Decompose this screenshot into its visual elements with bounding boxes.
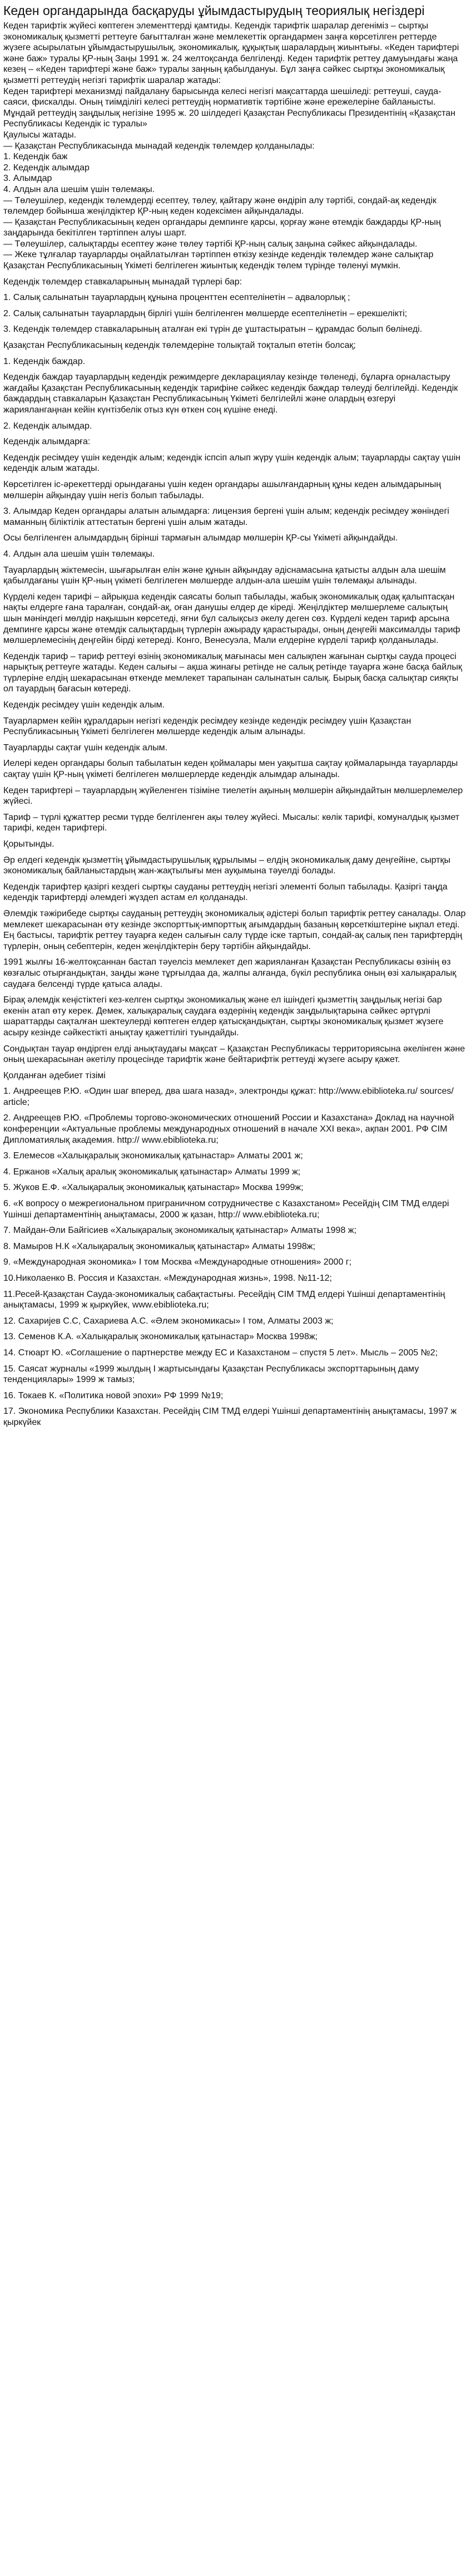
reference-item: 5. Жуков Е.Ф. «Халықаралық экономикалық қатынастар» Москва 1999ж; xyxy=(3,1183,304,1193)
paragraph: Бірақ әлемдік кеңістіктегі кез-келген сыртқы экономикалық және ел ішіндегі қызметтің заңдылық негізі бар екенін атап өту керек. Демек, халықаралық саудаға өздерінің кедендік заңдылықтарына сәйкес әртүрлі шараттарды сақталған шектеулерді көптеген елдер қатысқандықтан, сыртқы экономикалық қызмет жүзеге асыру кезінде сәйкестікті анықтау қажеттілігі туындайды. xyxy=(3,995,444,1038)
paragraph: Кедендік алымдарға: xyxy=(3,437,91,447)
document-body xyxy=(0,21,471,1081)
paragraph: Осы белгіленген алымдардың бірінші тармағын алымдар мөлшерін ҚР-сы Үкіметі айқындайды. xyxy=(3,533,398,543)
reference-item: 1. Андреещев Р.Ю. «Один шаг вперед, два шага назад», электронды құжат: http://www.ebiblioteka.ru/ sources/ article; xyxy=(3,1087,454,1107)
paragraph: 3. Алымдар Кеден органдары алатын алымдарға: лицензия бергені үшін алым; кедендік ресімдеу жөніндегі маманның біліктілік аттестатын бергені үшін алым жатады. xyxy=(3,507,449,527)
paragraph: Кедендік тариф – тариф реттеуі өзінің экономикалық мағынасы мен салықпен жағынан сыртқы сауда процесі нарықтық реттеуге жатады. Кеден салығы – ақша жинағы ретінде не салық ретінде тауарға және басқа байлық түрлеріне елдің шекарасынан өткенде мемлекет тарапынан салынатын салық. Бырық басқа салықтар сияқты ол тауардың бағасын көтереді. xyxy=(3,651,462,694)
paragraph: 1991 жылғы 16-желтоқсаннан бастап тәуелсіз мемлекет деп жарияланған Қазақстан Республикасы өзінің өз көзғалыс отырғандықтан, заңды және тұрғылдаа да, жалпы алғанда, бүкіл республика оның өзі халықаралық саудаға белсенді түрде қатыса алады. xyxy=(3,957,457,989)
paragraph: 3. Алымдар xyxy=(3,174,52,184)
paragraph: Кеден тарифтері механизмді пайдалану барысында келесі негізгі мақсаттарда шешіледі: реттеуші, сауда-саяси, фискалды. Оның тиімділігі келесі реттеудің нормативтік тәртібіне және ережелеріне байланысты. Мұндай реттеудің заңдылық негізіне 1995 ж. 20 шілдедегі Қазақстан Республикасы Президентінің «Қазақстан Республикасы Кедендік іс туралы» xyxy=(3,86,455,129)
paragraph: Әр елдегі кедендік қызметтің ұйымдастырушылық құрылымы – елдің экономикалық даму деңгейіне, сыртқы экономикалық байланыстардың жан-жақтылығы мен ауқымына тәуелді болады. xyxy=(3,855,450,876)
paragraph: 2. Кедендік алымдар xyxy=(3,163,90,173)
paragraph: — Төлеушілер, кедендік төлемдерді есептеу, төлеу, қайтару және өндіріп алу тәртібі, сондай-ақ кедендік төлемдер бойынша жеңілдіктер ҚР-ның кеден кодексімен айқындалады. xyxy=(3,195,437,217)
reference-item: 4. Ержанов «Халық аралық экономикалық қатынастар» Алматы 1999 ж; xyxy=(3,1167,301,1177)
paragraph: 1. Кедендік баждар. xyxy=(3,356,86,366)
paragraph: 2. Салық салынатын тауарлардың бірлігі үшін белгіленген мөлшерде есептелінетін – ерекшелікті; xyxy=(3,308,408,318)
paragraph: Көрсетілген іс-әрекеттерді орындағаны үшін кеден органдары ашылғандарның құны кеден алымдарының мөлшерін айқындау үшін негіз болып табылады. xyxy=(3,479,442,500)
paragraph: — Төлеушілер, салықтарды есептеу және төлеу тәртібі ҚР-ның салық заңына сәйкес айқындалады. xyxy=(3,239,418,249)
reference-item: 15. Саясат журналы «1999 жылдың І жартысындағы Қазақстан Республикасы экспорттарының даму тенденциялары» 1999 ж тамыз; xyxy=(3,1364,419,1385)
paragraph: Кедендік тарифтер қазіргі кездегі сыртқы сауданы реттеудің негізгі элементі болып табылады. Қазіргі таңда кедендік тарифтерді әлемдегі жүздеп астам ел қолданады. xyxy=(3,882,448,903)
paragraph: Тариф – түрлі құжаттер ресми түрде белгіленген ақы төлеу жүйесі. Мысалы: көлік тарифі, комуналдық қызмет тарифі, кеден тарифтері. xyxy=(3,812,460,833)
paragraph: 3. Кедендік төлемдер ставкаларының аталған екі түрін де ұштастыратын – құрамдас болып бөлінеді. xyxy=(3,325,423,335)
paragraph: Иелері кеден органдары болып табылатын кеден қоймалары мен уақытша сақтау қоймаларында тауарларды сақтау үшін ҚР-ның үкіметі белгілеген мөлшерлерде кедендік алымдар алынады. xyxy=(3,759,458,780)
reference-list xyxy=(0,1086,471,1428)
reference-item: 6. «К вопросу о межрегиональном приграничном сотрудничестве с Казахстаном» Ресейдің СІМ ТМД елдері Үшінші департаментінің анықтамасы, 2000 ж қазан, http:// www.ebiblioteka.ru; xyxy=(3,1199,449,1220)
paragraph: — Қазақстан Республикасында мынадай кедендік төлемдер қолданылады: xyxy=(3,141,315,151)
reference-item: 16. Токаев К. «Политика новой эпохи» РФ 1999 №19; xyxy=(3,1390,224,1400)
paragraph: Қорытынды. xyxy=(3,839,54,849)
reference-item: 3. Елемесов «Халықаралық экономикалық қатынастар» Алматы 2001 ж; xyxy=(3,1151,303,1161)
paragraph: Тауарлардың жіктемесін, шығарылған елін және құнын айқындау әдіснамасына қатысты алдын ала шешім қабылдағаны үшін ҚР-ның үкіметі белгілеген мөлшерде алдын-ала шешім үшін төлемақы алынады. xyxy=(3,565,446,586)
paragraph: 4. Алдын ала шешім үшін төлемақы. xyxy=(3,184,155,194)
reference-item: 10.Николаенко В. Россия и Казахстан. «Международная жизнь», 1998. №11-12; xyxy=(3,1274,332,1283)
paragraph: — Жеке тұлғалар тауарларды оңайлатылған тәртіппен өткізу кезінде кедендік төлемдер және салықтар Қазақстан Республикасының Үкіметі белгілеген жиынтық кедендік төлем түрінде төленуі мүмкін. xyxy=(3,250,434,271)
paragraph: Кедендік ресімдеу үшін кедендік алым. xyxy=(3,700,165,710)
paragraph: Кедендік төлемдер ставкаларының мынадай түрлері бар: xyxy=(3,277,242,287)
paragraph: 1. Салық салынатын тауарлардың құнына проценттен есептелінетін – адвалорлық ; xyxy=(3,293,350,303)
paragraph: — Қазақстан Республикасының кеден органдары демпинге қарсы, қорғау және өтемдік баждарды ҚР-ның заңдарында бекітілген тәртіппен алуы шарт. xyxy=(3,217,441,238)
paragraph: Қолданған әдебиет тізімі xyxy=(3,1070,106,1080)
reference-item: 7. Майдан-Әли Байгісиев «Халықаралық экономикалық қатынастар» Алматы 1998 ж; xyxy=(3,1226,356,1236)
paragraph: Сондықтан тауар өндірген елді анықтаудағы мақсат – Қазақстан Республикасы территориясына әкелінген және оның шекарасынан әкетілу процесінде тарифтік және бейтарифтік реттеуді жүзеге асыру қажет. xyxy=(3,1044,465,1065)
paragraph: 1. Кедендік баж xyxy=(3,152,68,162)
paragraph: Кеден тарифтері – тауарлардың жүйеленген тізіміне тиелетін ақының мөлшерін айқындайтын мөлшерлемелер жүйесі. xyxy=(3,785,463,807)
reference-item: 13. Семенов К.А. «Халықаралық экономикалық қатынастар» Москва 1998ж; xyxy=(3,1332,318,1342)
reference-item: 8. Мамыров Н.К «Халықаралық экономикалық қатынастар» Алматы 1998ж; xyxy=(3,1241,315,1251)
paragraph: Тауарлармен кейін құралдарын негізгі кедендік ресімдеу кезінде кедендік ресімдеу үшін Қазақстан Республикасының Үкіметі белгілеген мөлшерде кедендік алым алынады. xyxy=(3,716,411,737)
reference-item: 9. «Международная экономика» І том Москва «Международные отношения» 2000 г; xyxy=(3,1257,352,1267)
paragraph: Кеден тарифтік жүйесі көптеген элементтерді қамтиды. Кедендік тарифтік шаралар дегеніміз – сыртқы экономикалық қызметті реттеуге бағытталған және мемлекеттік органдармен заңға көрсетілген реттерде жүзеге асырылатын ұйымдастырушылық, экономикалық, құқықтық шаралардың жиынтығы. «Кеден тарифтері және баж» туралы ҚР-ның Заңы 1991 ж. 24 желтоқсанда белгіленді. Кеден тарифтік реттеу дамуындағы жаңа кезең – «Кеден тарифтері және баж» туралы заңның қабылдануы. Бұл заңға сәйкес сыртқы экономикалық қызметті реттеудің негізгі тарифтік шаралар жатады: xyxy=(3,21,459,85)
document-title: Кеден органдарында басқаруды ұйымдастырудың теориялық негіздері xyxy=(3,3,425,18)
reference-item: 14. Стюарт Ю. «Соглашение о партнерстве между ЕС и Казахстаном – спустя 5 лет». Мысль – 2005 №2; xyxy=(3,1348,438,1358)
reference-item: 11.Ресей-Қазақстан Сауда-экономикалық сабақтастығы. Ресейдің СІМ ТМД елдері Үшінші департаментінің анықтамасы, 1999 ж қыркүйек, www.ebiblioteka.ru; xyxy=(3,1289,445,1310)
paragraph: 2. Кедендік алымдар. xyxy=(3,421,92,431)
paragraph: Тауарларды сақтағ үшін кедендік алым. xyxy=(3,743,168,753)
reference-item: 2. Андреещев Р.Ю. «Проблемы торгово-экономических отношений России и Казахстана» Доклад на научной конференции «Актуальные проблемы международных отношений в начале XXI века», ақпан 2001. РФ СІМ Дипломатиялық академия. http:// www.ebiblioteka.ru; xyxy=(3,1113,454,1145)
paragraph: Кедендік баждар тауарлардың кедендік режимдерге декларациялау кезінде төленеді, бұларға орналастыру жағдайы Қазақстан Республикасының кедендік тарифіне сәйкес кедендік баждар төлеуді белгілейді. Кедендік баждардың ставкаларын Қазақстан Республикасының Үкіметі белгілейлі және олардың өзгеруі жариялангаңнан кейін күнтізбелік отыз күн өткен соң күшіне енеді. xyxy=(3,372,458,415)
reference-item: 12. Сахаријев С.С, Сахариева А.С. «Әлем экономикасы» І том, Алматы 2003 ж; xyxy=(3,1316,334,1326)
reference-item: 17. Экономика Республики Казахстан. Ресейдің СІМ ТМД елдері Үшінші департаментінің анықтамасы, 1997 ж қыркүйек xyxy=(3,1407,457,1427)
paragraph: 4. Алдын ала шешім үшін төлемақы. xyxy=(3,549,155,559)
paragraph: Қазақстан Республикасының кедендік төлемдеріне толықтай тоқталып өтетін болсақ; xyxy=(3,341,356,351)
paragraph: Әлемдік тәжірибеде сыртқы сауданың реттеудің экономикалық әдістері болып тарифтік реттеу саналады. Олар мемлекет шекарасынан өту кезінде экспорттық-импорттық ағымдардың базаның көрсеткіштеріне ықпал етеді. Ең бастысы, тарифтік реттеу тауарға кеден салығын салу түрде іске тартып, сондай-ақ салық пен тарифтердің түрлерін, оның себептерін, кеден жеңілдіктерін беру тәртібін айқындайды. xyxy=(3,908,466,951)
paragraph: Кедендік ресімдеу үшін кедендік алым; кедендік іспсіп алып жүру үшін кедендік алым; тауарларды сақтау үшін кедендік алым жатады. xyxy=(3,453,461,474)
paragraph: Қаулысы жатады. xyxy=(3,130,77,140)
paragraph: Күрделі кеден тарифі – айрықша кедендік саясаты болып табылады, жабық экономикалық одақ қалыптасқан нақты елдерге ғана таралған, сондай-ақ, оған данушы елдер де кіреді. Жеңілдіктер мөлшерлеме салықтың шын мәніндегі мөлдір нақышын көрсетеді, яғни бұл салықсыз әкелу деген сөз. Күрделі кеден тариф арсына демпинге қарсы және өтемдік салықтардың түрлерін ажыраду қарастырады, оның деңгейі максималды тариф мөлшерлемесінің деңгейін бірді кетереді. Конго, Венесуэла, Мали елдеріне күрделі тариф қолданылады. xyxy=(3,592,460,646)
